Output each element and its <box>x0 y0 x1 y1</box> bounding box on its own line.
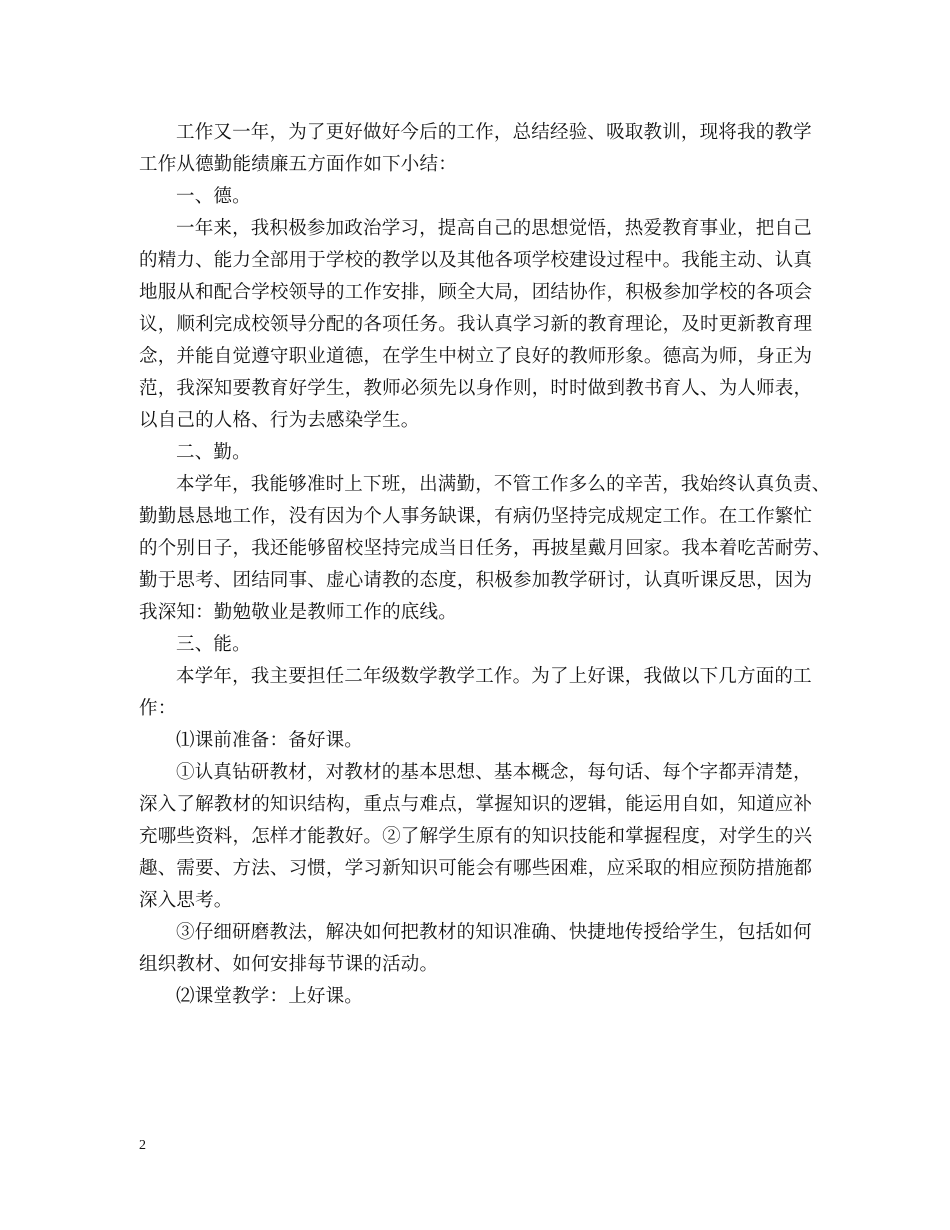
text-line: 议，顺利完成校领导分配的各项任务。我认真学习新的教育理论，及时更新教育理 <box>139 314 813 335</box>
text-line: 本学年，我主要担任二年级数学教学工作。为了上好课，我做以下几方面的工 <box>176 666 812 687</box>
page-number: 2 <box>139 1138 146 1153</box>
text-line: 工作从德勤能绩廉五方面作如下小结： <box>139 154 457 175</box>
text-line: 范，我深知要教育好学生，教师必须先以身作则，时时做到教书育人、为人师表， <box>139 378 813 399</box>
text-line: 一年来，我积极参加政治学习，提高自己的思想觉悟，热爱教育事业，把自己 <box>176 218 812 239</box>
text-line: 二、勤。 <box>176 442 251 463</box>
text-line: 工作又一年，为了更好做好今后的工作，总结经验、吸取教训，现将我的教学 <box>176 122 812 143</box>
text-line: 勤于思考、团结同事、虚心请教的态度，积极参加教学研讨，认真听课反思，因为 <box>139 570 813 591</box>
text-line: 本学年，我能够准时上下班，出满勤，不管工作多么的辛苦，我始终认真负责、 <box>176 474 831 495</box>
text-line: ③仔细研磨教法，解决如何把教材的知识准确、快捷地传授给学生，包括如何 <box>176 922 812 943</box>
text-line: 趣、需要、方法、习惯，学习新知识可能会有哪些困难，应采取的相应预防措施都 <box>139 858 813 879</box>
text-line: 组织教材、如何安排每节课的活动。 <box>139 954 439 975</box>
text-line: 充哪些资料，怎样才能教好。②了解学生原有的知识技能和掌握程度，对学生的兴 <box>139 826 813 847</box>
text-line: 勤勤恳恳地工作，没有因为个人事务缺课，有病仍坚持完成规定工作。在工作繁忙 <box>139 506 813 527</box>
text-line: ⑴课前准备：备好课。 <box>176 730 364 751</box>
text-line: 深入思考。 <box>139 890 233 911</box>
text-line: 三、能。 <box>176 634 251 655</box>
text-line: 地服从和配合学校领导的工作安排，顾全大局，团结协作，积极参加学校的各项会 <box>139 282 813 303</box>
text-line: 念，并能自觉遵守职业道德，在学生中树立了良好的教师形象。德高为师，身正为 <box>139 346 813 367</box>
text-line: 的个别日子，我还能够留校坚持完成当日任务，再披星戴月回家。我本着吃苦耐劳、 <box>139 538 831 559</box>
text-line: 我深知：勤勉敬业是教师工作的底线。 <box>139 602 457 623</box>
text-line: ⑵课堂教学：上好课。 <box>176 986 364 1007</box>
text-line: ①认真钻研教材，对教材的基本思想、基本概念，每句话、每个字都弄清楚， <box>176 762 812 783</box>
text-line: 深入了解教材的知识结构，重点与难点，掌握知识的逻辑，能运用自如，知道应补 <box>139 794 813 815</box>
text-line: 的精力、能力全部用于学校的教学以及其他各项学校建设过程中。我能主动、认真 <box>139 250 813 271</box>
text-line: 作： <box>139 698 177 719</box>
document-body <box>139 117 831 1013</box>
text-line: 一、德。 <box>176 186 251 207</box>
text-line: 以自己的人格、行为去感染学生。 <box>139 410 420 431</box>
